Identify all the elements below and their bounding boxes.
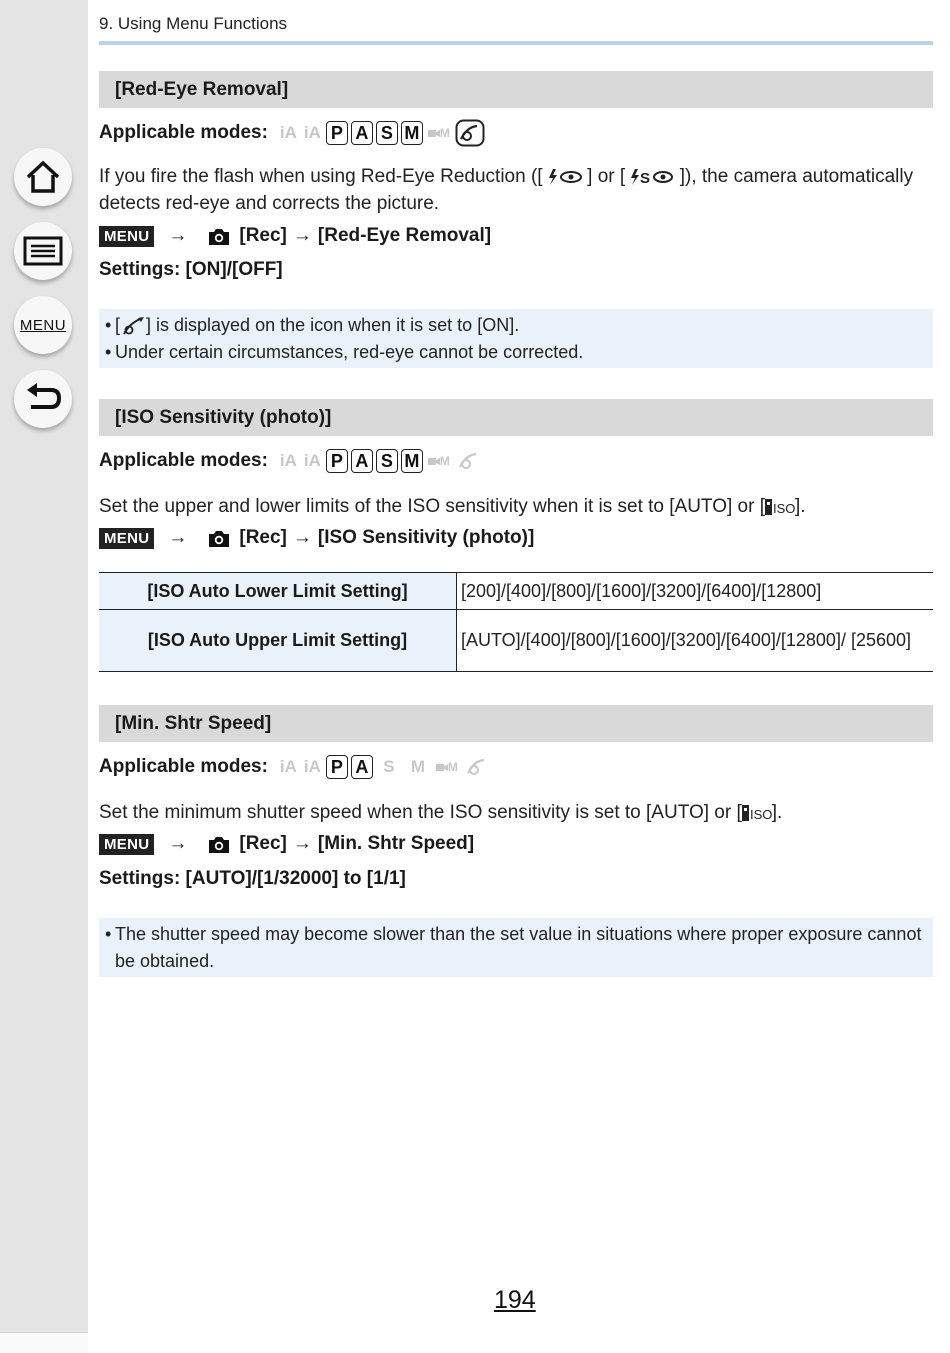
- home-button[interactable]: [14, 148, 72, 206]
- iso-icon-text: ISO: [749, 806, 772, 822]
- path-item: [Red-Eye Removal]: [317, 225, 492, 246]
- table-key: [ISO Auto Upper Limit Setting]: [99, 610, 457, 672]
- note-item: • Under certain circumstances, red-eye cannot be corrected.: [105, 339, 923, 366]
- mode-creative-video-icon: [434, 755, 460, 779]
- mode-p-icon: P: [326, 755, 348, 779]
- chapter-title: 9. Using Menu Functions: [99, 14, 288, 33]
- sidebar: [0, 0, 88, 1332]
- path-arrow: →: [168, 833, 188, 854]
- page-number: 194: [494, 1286, 536, 1314]
- red-eye-notes: [99, 309, 933, 368]
- mode-s-icon: S: [376, 121, 398, 145]
- camera-icon: [207, 835, 231, 854]
- iso-icon-text: ISO: [772, 500, 795, 516]
- iso-settings-table: [99, 572, 933, 672]
- path-rec: [Rec]: [239, 833, 287, 854]
- mode-ia-icon: iA: [279, 451, 297, 470]
- shutter-note-text: The shutter speed may become slower than the set value in situations where proper exposure cannot be obtained.: [115, 924, 922, 971]
- mode-creative-video-icon: [426, 449, 452, 473]
- iso-desc-b: ].: [794, 496, 806, 517]
- red-eye-description: [99, 163, 933, 217]
- mode-ia-plus-icon: iA: [303, 757, 321, 776]
- mode-m-icon: M: [401, 121, 423, 145]
- mode-ia-plus-icon: iA: [303, 123, 321, 142]
- mode-m-icon: M: [401, 449, 423, 473]
- camera-icon: [207, 227, 231, 246]
- mode-creative-video-icon: [426, 121, 452, 145]
- mode-m-icon: M: [410, 757, 425, 776]
- table-value: [AUTO]/[400]/[800]/[1600]/[3200]/[6400]/[12800]/ [25600]: [457, 610, 934, 672]
- shutter-desc-b: ].: [771, 802, 783, 823]
- creative-control-icon: [463, 754, 491, 780]
- path-item: [Min. Shtr Speed]: [317, 833, 475, 854]
- contents-button[interactable]: [14, 222, 72, 280]
- intelligent-iso-icon: [742, 804, 772, 822]
- red-eye-settings: Settings: [ON]/[OFF]: [99, 259, 283, 280]
- list-icon: [23, 234, 63, 268]
- creative-control-icon: [455, 119, 485, 147]
- note-item: • The shutter speed may become slower than the set value in situations where proper exposure cannot be obtained.: [105, 921, 923, 975]
- menu-button[interactable]: [14, 296, 72, 354]
- modes-label: Applicable modes:: [99, 756, 268, 777]
- shutter-description: [99, 799, 933, 826]
- menu-path-iso: [99, 524, 534, 552]
- sidebar-footer: [0, 1332, 88, 1353]
- table-value: [200]/[400]/[800]/[1600]/[3200]/[6400]/[12800]: [457, 573, 934, 610]
- note1-prefix: [: [115, 315, 121, 335]
- shutter-settings: Settings: [AUTO]/[1/32000] to [1/1]: [99, 868, 406, 889]
- table-row: [99, 573, 933, 610]
- mode-p-icon: P: [326, 121, 348, 145]
- mode-s-icon: S: [376, 449, 398, 473]
- path-arrow: →: [292, 225, 312, 246]
- menu-button-label: MENU: [19, 316, 67, 334]
- mode-ia-icon: iA: [279, 123, 297, 142]
- creative-control-icon: [455, 448, 483, 474]
- menu-badge: MENU: [99, 834, 154, 855]
- path-rec: [Rec]: [239, 225, 287, 246]
- home-icon: [24, 158, 62, 196]
- iso-desc-a: Set the upper and lower limits of the ISO sensitivity when it is set to [AUTO] or [: [99, 496, 765, 517]
- red-eye-flash-icon: [548, 168, 582, 186]
- back-button[interactable]: [14, 370, 72, 428]
- path-rec: [Rec]: [239, 527, 287, 548]
- camera-icon: [207, 529, 231, 548]
- mode-ia-icon: iA: [279, 757, 297, 776]
- menu-badge: MENU: [99, 226, 154, 247]
- menu-path-red-eye: [99, 222, 491, 250]
- modes-row-red-eye: [99, 118, 488, 148]
- mode-cm-letter: M: [439, 126, 450, 140]
- intelligent-iso-icon: [765, 498, 795, 516]
- path-arrow: →: [168, 527, 188, 548]
- mode-ia-plus-icon: iA: [303, 451, 321, 470]
- path-arrow: →: [292, 833, 312, 854]
- back-arrow-icon: [23, 382, 63, 416]
- note2-text: Under certain circumstances, red-eye cannot be corrected.: [115, 342, 584, 362]
- path-arrow: →: [168, 225, 188, 246]
- mode-a-icon: A: [351, 755, 373, 779]
- mode-cm-letter: M: [447, 760, 458, 774]
- section-header-shutter: [Min. Shtr Speed]: [99, 705, 933, 742]
- table-row: [99, 610, 933, 672]
- menu-path-shutter: [99, 830, 474, 858]
- shutter-desc-a: Set the minimum shutter speed when the ISO sensitivity is set to [AUTO] or [: [99, 802, 742, 823]
- mode-cm-letter: M: [439, 454, 450, 468]
- mode-a-icon: A: [351, 121, 373, 145]
- red-eye-desc-part2: ] or [: [587, 166, 626, 187]
- table-key: [ISO Auto Lower Limit Setting]: [99, 573, 457, 610]
- mode-p-icon: P: [326, 449, 348, 473]
- modes-label: Applicable modes:: [99, 122, 268, 143]
- modes-row-iso: [99, 446, 486, 476]
- red-eye-slow-sync-icon: [630, 168, 674, 186]
- chapter-divider: [99, 41, 933, 45]
- section-header-iso: [ISO Sensitivity (photo)]: [99, 399, 933, 436]
- svg-text:S: S: [640, 169, 651, 186]
- retouch-brush-icon: [120, 316, 146, 336]
- modes-row-shutter: [99, 752, 494, 782]
- red-eye-desc-part3: ]), the camera automatically detects red-eye and corrects the picture.: [99, 166, 914, 214]
- iso-description: [99, 493, 933, 520]
- mode-a-icon: A: [351, 449, 373, 473]
- modes-label: Applicable modes:: [99, 450, 268, 471]
- red-eye-desc-part1: If you fire the flash when using Red-Eye Reduction ([: [99, 166, 543, 187]
- menu-badge: MENU: [99, 528, 154, 549]
- section-header-red-eye: [Red-Eye Removal]: [99, 71, 933, 108]
- note1-text: ] is displayed on the icon when it is set to [ON].: [146, 315, 520, 335]
- path-arrow: →: [292, 527, 312, 548]
- path-item: [ISO Sensitivity (photo)]: [317, 527, 535, 548]
- note-item: • [ ] is displayed on the icon when it is set to [ON].: [105, 315, 520, 335]
- mode-s-icon: S: [383, 757, 395, 776]
- shutter-notes: [99, 918, 933, 977]
